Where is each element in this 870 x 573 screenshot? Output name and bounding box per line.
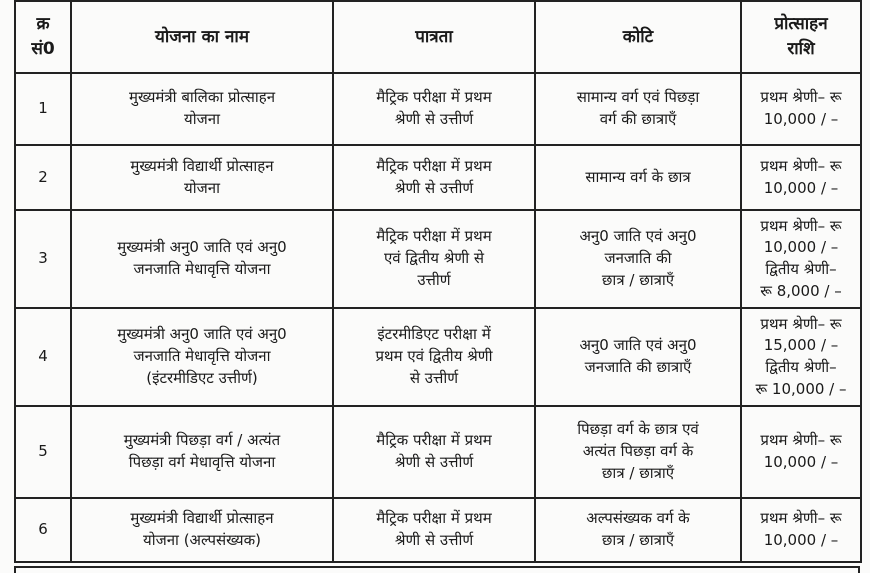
category (535, 406, 741, 498)
cell-line: इंटरमीडिएट परीक्षा में (377, 325, 491, 344)
serial-number: 2 (15, 145, 71, 210)
incentive-amount (741, 308, 861, 406)
cell-line: मैट्रिक परीक्षा में प्रथम (376, 509, 492, 528)
scheme-name (71, 145, 333, 210)
cell-line: पिछड़ा वर्ग के छात्र एवं (577, 420, 699, 439)
serial-number: 5 (15, 406, 71, 498)
header-row (15, 1, 861, 73)
cell-line: एवं द्वितीय श्रेणी से (383, 249, 485, 268)
cell-line: छात्र / छात्राएँ (601, 531, 675, 549)
cell-line: द्वितीय श्रेणी– (765, 260, 837, 278)
cell-line: छात्र / छात्राएँ (601, 463, 675, 482)
cell-line: अनु0 जाति एवं अनु0 (579, 336, 697, 355)
scheme-name (71, 73, 333, 145)
cell-line: अत्यंत पिछड़ा वर्ग के (582, 442, 694, 461)
table-row (15, 406, 861, 498)
eligibility (333, 406, 535, 498)
eligibility (333, 308, 535, 406)
serial-number: 4 (15, 308, 71, 406)
cell-line: राशि (787, 39, 815, 59)
category (535, 145, 741, 210)
cell-line: जनजाति की छात्राएँ (584, 358, 692, 376)
cell-line: 10,000 / – (763, 453, 839, 471)
cell-line: 10,000 / – (763, 531, 839, 549)
cell-line: जनजाति मेधावृत्ति योजना (133, 347, 271, 366)
eligibility (333, 498, 535, 562)
cell-line: योजना (184, 178, 220, 197)
cell-line: जनजाति मेधावृत्ति योजना (133, 260, 271, 278)
incentive-amount (741, 498, 861, 562)
cell-line: मुख्यमंत्री पिछड़ा वर्ग / अत्यंत (123, 431, 281, 450)
incentive-amount (741, 145, 861, 210)
cell-line: (इंटरमीडिएट उत्तीर्ण) (146, 368, 258, 387)
cell-line: उत्तीर्ण (417, 270, 451, 289)
table-row (15, 73, 861, 145)
cell-line: मुख्यमंत्री बालिका प्रोत्साहन (128, 88, 276, 107)
cell-line: सामान्य वर्ग एवं पिछड़ा (576, 88, 700, 107)
cell-line: मुख्यमंत्री विद्यार्थी प्रोत्साहन (130, 156, 274, 175)
cell-line: से उत्तीर्ण (409, 368, 459, 387)
incentive-amount (741, 210, 861, 308)
incentive-amount (741, 73, 861, 145)
cell-line: सामान्य वर्ग के छात्र (585, 167, 691, 186)
table-row (15, 210, 861, 308)
category (535, 498, 741, 562)
category (535, 308, 741, 406)
cell-line: पिछड़ा वर्ग मेधावृत्ति योजना (128, 453, 276, 471)
incentive-amount (741, 406, 861, 498)
cell-line: मैट्रिक परीक्षा में प्रथम (376, 227, 492, 246)
cell-line: रू 10,000 / – (755, 379, 847, 398)
cell-line: रू 8,000 / – (760, 281, 842, 300)
header-serial-number (15, 1, 71, 73)
eligibility (333, 145, 535, 210)
eligibility (333, 73, 535, 145)
cell-line: प्रथम श्रेणी– रू (760, 314, 842, 333)
cell-line: क्र (36, 14, 50, 35)
cell-line: मुख्यमंत्री अनु0 जाति एवं अनु0 (117, 238, 287, 257)
cell-line: पात्रता (415, 26, 453, 47)
cell-line: वर्ग की छात्राएँ (599, 110, 677, 128)
scheme-name (71, 308, 333, 406)
cell-line: मैट्रिक परीक्षा में प्रथम (376, 88, 492, 107)
cell-line: योजना (184, 110, 220, 128)
scheme-name (71, 210, 333, 308)
cell-line: योजना का नाम (154, 26, 249, 47)
cell-line: प्रथम श्रेणी– रू (760, 509, 842, 528)
header-category (535, 1, 741, 73)
serial-number: 6 (15, 498, 71, 562)
serial-number: 1 (15, 73, 71, 145)
category (535, 73, 741, 145)
cell-line: जनजाति की (604, 249, 672, 268)
table-row (15, 145, 861, 210)
cell-line: मैट्रिक परीक्षा में प्रथम (376, 431, 492, 450)
cell-line: मुख्यमंत्री अनु0 जाति एवं अनु0 (117, 325, 287, 344)
cell-line: श्रेणी से उत्तीर्ण (394, 531, 474, 549)
cell-line: श्रेणी से उत्तीर्ण (394, 110, 474, 128)
cell-line: 10,000 / – (763, 110, 839, 128)
cell-line: सं0 (31, 39, 55, 59)
cell-line: अनु0 जाति एवं अनु0 (579, 227, 697, 246)
cell-line: प्रथम एवं द्वितीय श्रेणी (375, 347, 493, 366)
cell-line: प्रथम श्रेणी– रू (760, 431, 842, 450)
header-eligibility (333, 1, 535, 73)
cell-line: द्वितीय श्रेणी– (765, 358, 837, 376)
header-incentive-amount (741, 1, 861, 73)
category (535, 210, 741, 308)
cell-line: मैट्रिक परीक्षा में प्रथम (376, 156, 492, 175)
scheme-name (71, 406, 333, 498)
table-row (15, 308, 861, 406)
cell-line: प्रथम श्रेणी– रू (760, 216, 842, 235)
cell-line: 15,000 / – (763, 336, 839, 355)
cell-line: मुख्यमंत्री विद्यार्थी प्रोत्साहन (130, 509, 274, 528)
cell-line: अल्पसंख्यक वर्ग के (586, 509, 690, 528)
cell-line: श्रेणी से उत्तीर्ण (394, 178, 474, 197)
header-scheme-name (71, 1, 333, 73)
cell-line: 10,000 / – (763, 178, 839, 197)
scheme-name (71, 498, 333, 562)
cell-line: कोटि (622, 26, 654, 47)
cell-line: श्रेणी से उत्तीर्ण (394, 453, 474, 471)
cell-line: योजना (अल्पसंख्यक) (143, 531, 261, 549)
table-continuation (14, 566, 860, 573)
cell-line: छात्र / छात्राएँ (601, 270, 675, 289)
eligibility (333, 210, 535, 308)
cell-line: प्रोत्साहन (774, 14, 828, 35)
cell-line: प्रथम श्रेणी– रू (760, 156, 842, 175)
cell-line: प्रथम श्रेणी– रू (760, 88, 842, 107)
table-row (15, 498, 861, 562)
serial-number: 3 (15, 210, 71, 308)
cell-line: 10,000 / – (763, 238, 839, 257)
scheme-table (14, 0, 862, 563)
